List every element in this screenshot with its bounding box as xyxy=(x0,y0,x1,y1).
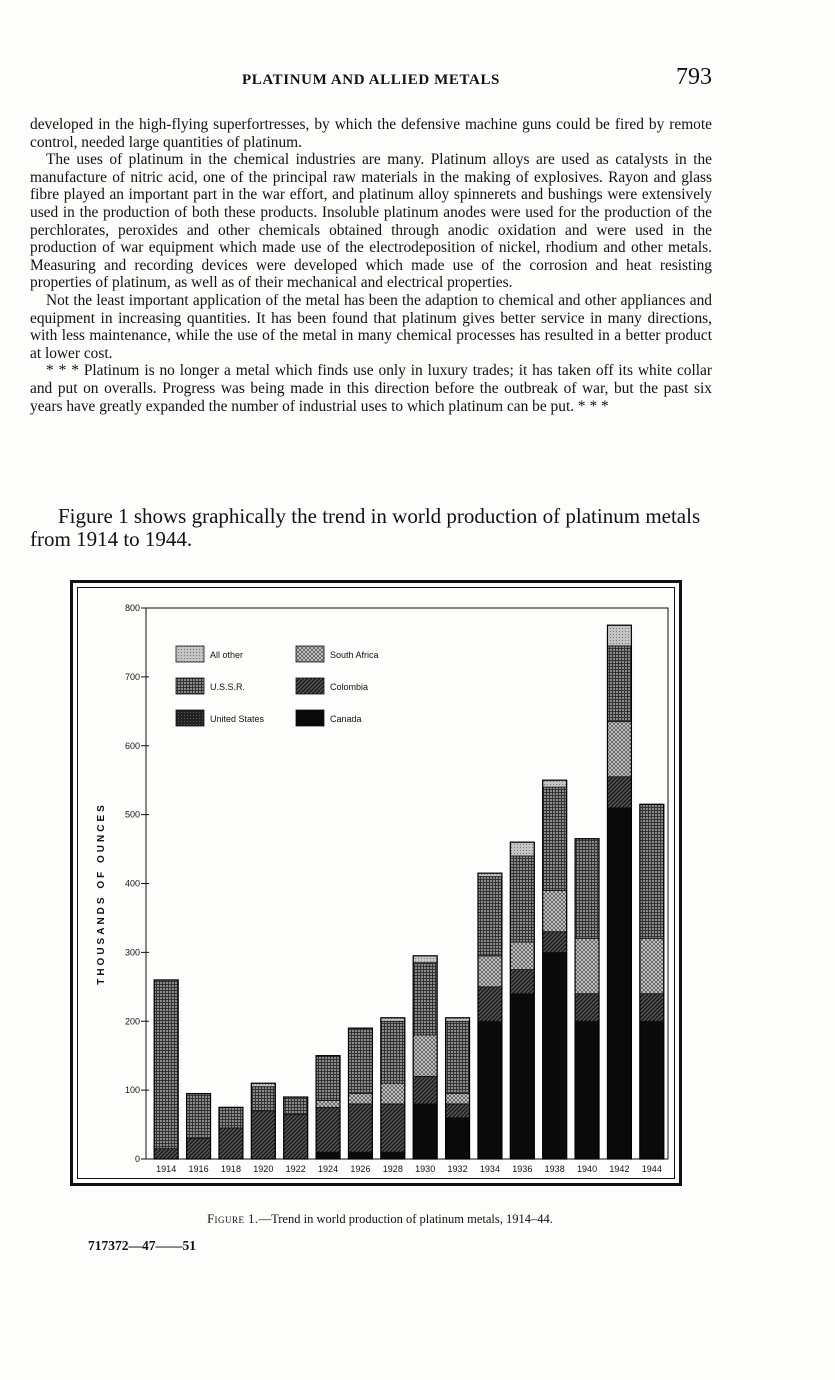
x-tick-label: 1918 xyxy=(220,1164,241,1174)
bar-segment xyxy=(543,787,567,890)
page-header xyxy=(30,64,712,94)
bar-segment xyxy=(510,994,534,1159)
bar-segment xyxy=(543,890,567,931)
page-number: 793 xyxy=(676,64,712,90)
figure-inner-border xyxy=(77,587,675,1179)
x-tick-label: 1926 xyxy=(350,1164,371,1174)
bar-segment xyxy=(187,1094,211,1139)
bar-segment xyxy=(381,1152,405,1159)
bar-segment xyxy=(251,1087,275,1111)
x-tick-label: 1932 xyxy=(447,1164,468,1174)
bar-segment xyxy=(251,1111,275,1159)
legend-label: South Africa xyxy=(330,650,379,660)
quote-paragraph: The uses of platinum in the chemical industries are many. Platinum alloys are used as catalysts in the manufacture of nitric acid, one of the principal raw materials in the making of explosives. Rayon and glass fibre played an important part in the war effort, and platinum alloy spinnerets and bushings were extensively used in the production of both these products. Insoluble platinum anodes were used for the production of the perchlorates, peroxides and other chemicals obtained through anodic oxidation and were used in the production of war equipment which made use of the electrodeposition of nickel, rhodium and other metals. Measuring and recording devices were developed which made use of the corrosion and heat resisting properties of platinum, as well as of their mechanical and electrical properties. xyxy=(30,151,712,292)
bar-segment xyxy=(187,1138,211,1159)
chart-bars xyxy=(154,625,664,1174)
legend-swatch xyxy=(176,678,204,694)
caption-text: —Trend in world production of platinum metals, 1914–44. xyxy=(258,1212,553,1226)
bar-segment xyxy=(316,1107,340,1152)
bar-segment xyxy=(575,994,599,1022)
bar-segment xyxy=(316,1100,340,1107)
x-tick-label: 1922 xyxy=(285,1164,306,1174)
bar-segment xyxy=(575,1021,599,1159)
quote-paragraph: * * * Platinum is no longer a metal which finds use only in luxury trades; it has taken off its white collar and put on overalls. Progress was being made in this direction before the outbreak of war, but the past six years have greatly expanded the number of industrial uses to which platinum can be put. * * * xyxy=(30,362,712,415)
bar-segment xyxy=(510,970,534,994)
bar-segment xyxy=(478,987,502,1021)
legend-swatch xyxy=(296,646,324,662)
bar-segment xyxy=(446,1021,470,1093)
caption-label: Figure 1. xyxy=(207,1212,259,1226)
bar-segment xyxy=(510,842,534,856)
x-tick-label: 1938 xyxy=(544,1164,565,1174)
figure-frame xyxy=(70,580,682,1186)
bar-segment xyxy=(543,952,567,1159)
figure-caption xyxy=(0,1212,760,1227)
y-tick-label: 800 xyxy=(124,603,140,613)
bar-segment xyxy=(478,877,502,956)
bar-segment xyxy=(413,956,437,963)
lead-paragraph-block xyxy=(30,505,720,551)
quoted-passage xyxy=(30,116,712,415)
y-tick-label: 100 xyxy=(124,1085,140,1096)
x-tick-label: 1940 xyxy=(577,1164,598,1174)
bar-segment xyxy=(543,780,567,787)
bar-segment xyxy=(381,1104,405,1152)
bar-segment xyxy=(413,1035,437,1076)
bar-segment xyxy=(510,942,534,970)
x-tick-label: 1916 xyxy=(188,1164,209,1174)
production-chart xyxy=(78,588,674,1178)
x-tick-label: 1928 xyxy=(382,1164,403,1174)
x-tick-label: 1920 xyxy=(253,1164,274,1174)
legend-label: Colombia xyxy=(330,682,369,692)
y-tick-label: 0 xyxy=(134,1154,140,1164)
print-code: 717372—47——51 xyxy=(88,1238,196,1253)
bar-segment xyxy=(446,1094,470,1104)
legend-swatch xyxy=(296,710,324,726)
quote-paragraph: Not the least important application of the metal has been the adaption to chemical and other appliances and equipment in increasing quantities. It has been found that platinum gives better service in many directions, with less maintenance, while the use of the metal in many chemical processes has resulted in a better product at lower cost. xyxy=(30,291,712,362)
bar-segment xyxy=(640,804,664,938)
bar-segment xyxy=(316,1056,340,1101)
y-tick-label: 500 xyxy=(124,809,140,820)
legend-swatch xyxy=(176,710,204,726)
y-tick-label: 400 xyxy=(124,878,140,889)
running-head: PLATINUM AND ALLIED METALS xyxy=(242,72,500,88)
bar-segment xyxy=(575,839,599,939)
bar-segment xyxy=(154,980,178,1149)
bar-segment xyxy=(381,1021,405,1083)
bar-segment xyxy=(446,1104,470,1118)
x-tick-label: 1942 xyxy=(609,1164,630,1174)
x-tick-label: 1936 xyxy=(512,1164,533,1174)
bar-segment xyxy=(348,1152,372,1159)
bar-segment xyxy=(607,808,631,1159)
lead-paragraph: Figure 1 shows graphically the trend in world production of platinum metals from 1914 to 1944. xyxy=(30,504,701,551)
bar-segment xyxy=(446,1118,470,1159)
bar-segment xyxy=(348,1028,372,1093)
bar-segment xyxy=(413,1104,437,1159)
bar-segment xyxy=(284,1097,308,1114)
bar-segment xyxy=(640,939,664,994)
bar-segment xyxy=(607,625,631,646)
y-axis-label: THOUSANDS OF OUNCES xyxy=(96,802,107,985)
bar-segment xyxy=(543,932,567,953)
legend-label: United States xyxy=(210,714,265,724)
bar-segment xyxy=(478,956,502,987)
bar-segment xyxy=(154,1149,178,1159)
bar-segment xyxy=(348,1104,372,1152)
quote-paragraph: developed in the high-flying superfortresses, by which the defensive machine guns could be fired by remote control, needed large quantities of platinum. xyxy=(30,116,712,151)
legend-label: U.S.S.R. xyxy=(210,682,246,692)
bar-segment xyxy=(510,856,534,942)
y-tick-label: 600 xyxy=(124,740,140,751)
x-tick-label: 1934 xyxy=(479,1164,500,1174)
y-tick-label: 700 xyxy=(124,671,140,682)
bar-segment xyxy=(413,963,437,1035)
bar-segment xyxy=(316,1152,340,1159)
legend-swatch xyxy=(176,646,204,662)
legend-swatch xyxy=(296,678,324,694)
y-tick-label: 300 xyxy=(124,947,140,958)
bar-segment xyxy=(348,1094,372,1104)
bar-segment xyxy=(413,1076,437,1104)
legend-label: Canada xyxy=(330,714,362,724)
bar-segment xyxy=(219,1107,243,1128)
chart-legend xyxy=(176,646,379,726)
bar-segment xyxy=(478,1021,502,1159)
bar-segment xyxy=(607,722,631,777)
y-tick-label: 200 xyxy=(124,1016,140,1027)
bar-segment xyxy=(607,777,631,808)
x-tick-label: 1914 xyxy=(156,1164,177,1174)
x-tick-label: 1930 xyxy=(415,1164,436,1174)
bar-segment xyxy=(607,646,631,722)
x-tick-label: 1924 xyxy=(318,1164,339,1174)
x-tick-label: 1944 xyxy=(641,1164,662,1174)
bar-segment xyxy=(219,1128,243,1159)
bar-segment xyxy=(575,939,599,994)
bar-segment xyxy=(640,994,664,1022)
bar-segment xyxy=(640,1021,664,1159)
legend-label: All other xyxy=(210,650,244,660)
bar-segment xyxy=(381,1083,405,1104)
bar-segment xyxy=(284,1114,308,1159)
